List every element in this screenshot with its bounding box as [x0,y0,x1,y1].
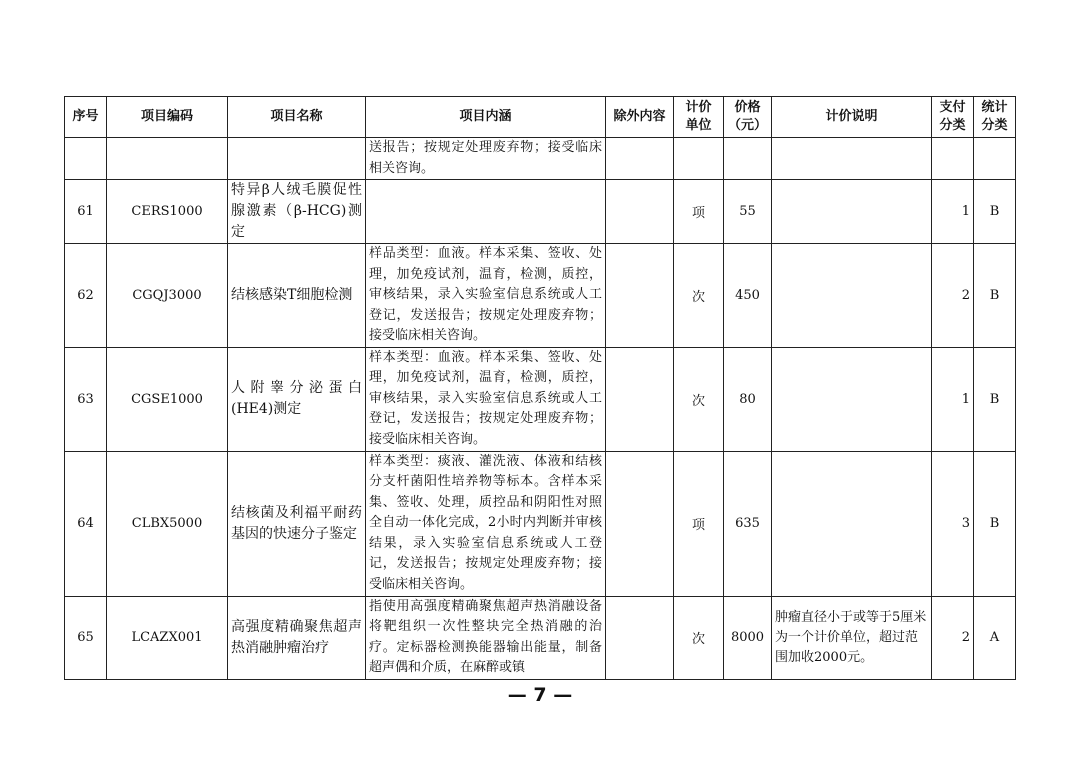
header-pay-line1: 支付 [939,100,966,115]
header-stat-line1: 统计 [981,100,1008,115]
cell-seq: 61 [65,180,107,244]
cell-content: 样本类型：血液。样本采集、签收、处理，加免疫试剂，温育，检测，质控，审核结果，录入实验室信息系统或人工登记，发送报告；按规定处理废弃物；接受临床相关咨询。 [366,347,606,451]
cell-price: 55 [724,180,772,244]
cell-seq: 64 [65,451,107,596]
cell-excluded [606,138,674,180]
header-name: 项目名称 [228,97,366,138]
cell-excluded [606,347,674,451]
cell-stat: B [974,451,1016,596]
cell-stat: B [974,244,1016,348]
cell-code [107,138,228,180]
cell-note [772,180,932,244]
header-price-line2: （元） [727,118,767,133]
cell-note [772,347,932,451]
cell-name: 人附睾分泌蛋白(HE4)测定 [228,347,366,451]
cell-stat: B [974,180,1016,244]
cell-excluded [606,451,674,596]
header-pay [932,97,974,138]
table-row [65,347,1016,451]
cell-seq: 63 [65,347,107,451]
header-stat [974,97,1016,138]
table-row [65,451,1016,596]
cell-stat: B [974,347,1016,451]
cell-unit: 次 [674,244,724,348]
cell-unit: 项 [674,451,724,596]
cell-name [228,138,366,180]
header-code: 项目编码 [107,97,228,138]
cell-code: CLBX5000 [107,451,228,596]
cell-pay: 2 [932,596,974,679]
cell-price: 8000 [724,596,772,679]
cell-excluded [606,244,674,348]
table-row [65,180,1016,244]
cell-content: 样本类型：痰液、灌洗液、体液和结核分支杆菌阳性培养物等标本。含样本采集、签收、处理，质控品和阴阳性对照全自动一体化完成，2小时内判断并审核结果，录入实验室信息系统或人工登记，发送报告；按规定处理废弃物；接受临床相关咨询。 [366,451,606,596]
cell-price [724,138,772,180]
cell-unit: 项 [674,180,724,244]
cell-note [772,244,932,348]
cell-pay: 1 [932,180,974,244]
cell-stat: A [974,596,1016,679]
header-price-line1: 价格 [734,100,761,115]
cell-seq: 65 [65,596,107,679]
continuation-row [65,138,1016,180]
cell-pay: 3 [932,451,974,596]
header-pay-line2: 分类 [939,118,966,133]
header-seq: 序号 [65,97,107,138]
cell-pay: 1 [932,347,974,451]
table-row [65,596,1016,679]
table-row [65,244,1016,348]
cell-name: 结核菌及利福平耐药基因的快速分子鉴定 [228,451,366,596]
cell-code: CERS1000 [107,180,228,244]
cell-content [366,180,606,244]
cell-price: 450 [724,244,772,348]
cell-note: 肿瘤直径小于或等于5厘米为一个计价单位，超过范围加收2000元。 [772,596,932,679]
cell-note [772,138,932,180]
cell-stat [974,138,1016,180]
header-unit-line2: 单位 [685,118,712,133]
header-stat-line2: 分类 [981,118,1008,133]
header-unit [674,97,724,138]
cell-content: 样品类型：血液。样本采集、签收、处理，加免疫试剂，温育，检测，质控，审核结果，录入实验室信息系统或人工登记，发送报告；按规定处理废弃物；接受临床相关咨询。 [366,244,606,348]
cell-name: 特异β人绒毛膜促性腺激素（β-HCG)测定 [228,180,366,244]
cell-note [772,451,932,596]
header-content: 项目内涵 [366,97,606,138]
cell-code: CGSE1000 [107,347,228,451]
price-table [64,96,1016,680]
cell-name: 结核感染T细胞检测 [228,244,366,348]
cell-unit [674,138,724,180]
cell-price: 635 [724,451,772,596]
cell-content: 送报告；按规定处理废弃物；接受临床相关咨询。 [366,138,606,180]
header-price [724,97,772,138]
cell-code: CGQJ3000 [107,244,228,348]
header-unit-line1: 计价 [685,100,712,115]
cell-price: 80 [724,347,772,451]
cell-content: 指使用高强度精确聚焦超声热消融设备将靶组织一次性整块完全热消融的治疗。定标器检测换能器输出能量，制备超声偶和介质，在麻醉或镇 [366,596,606,679]
cell-excluded [606,180,674,244]
page-number: — 7 — [507,684,573,706]
cell-pay [932,138,974,180]
cell-seq: 62 [65,244,107,348]
header-note: 计价说明 [772,97,932,138]
cell-unit: 次 [674,596,724,679]
cell-name: 高强度精确聚焦超声热消融肿瘤治疗 [228,596,366,679]
header-row [65,97,1016,138]
cell-seq [65,138,107,180]
header-excluded: 除外内容 [606,97,674,138]
cell-pay: 2 [932,244,974,348]
cell-code: LCAZX001 [107,596,228,679]
cell-excluded [606,596,674,679]
cell-unit: 次 [674,347,724,451]
